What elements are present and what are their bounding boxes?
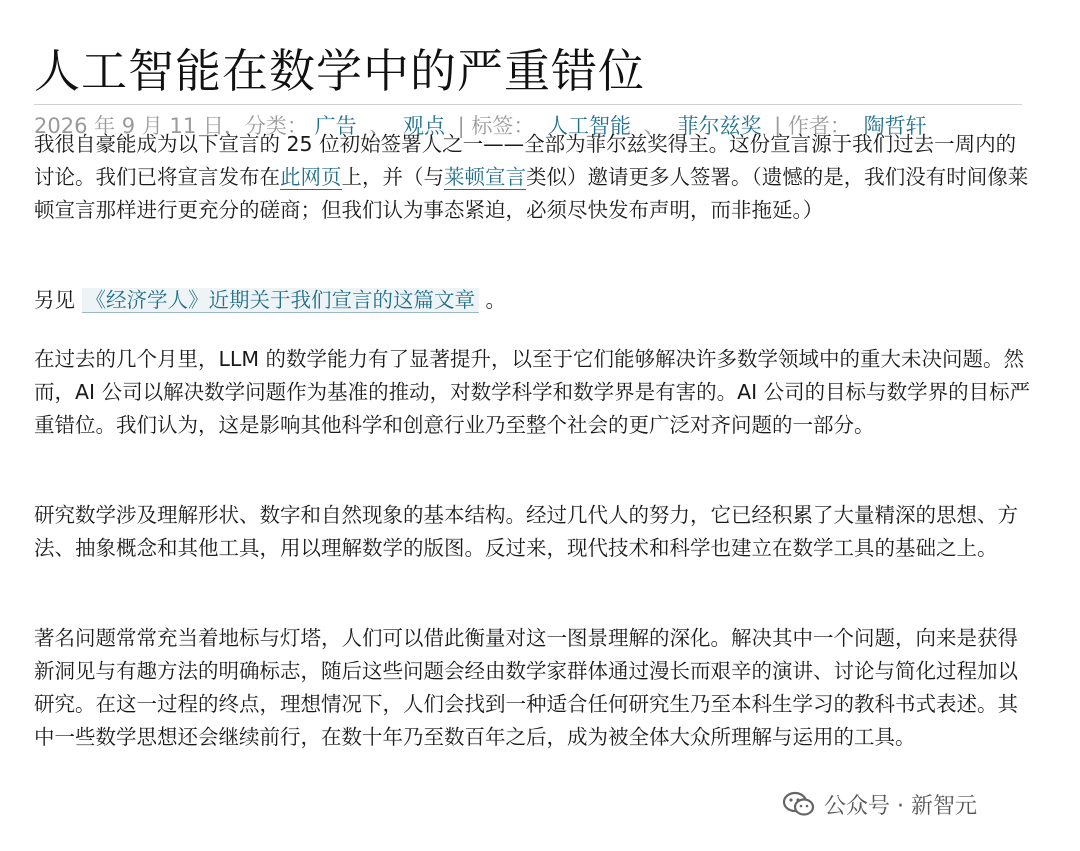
- wechat-official-account-icon: [782, 789, 816, 819]
- paragraph-1: [34, 128, 1034, 227]
- author-link[interactable]: 陶哲轩: [863, 114, 927, 138]
- category-link-ads[interactable]: 广告: [314, 114, 357, 138]
- separator: 、: [369, 114, 391, 138]
- paragraph-2-text-b: 。: [479, 288, 507, 312]
- paragraph-4: 研究数学涉及理解形状、数字和自然现象的基本结构。经过几代人的努力，它已经积累了大量精深的思想、方法、抽象概念和其他工具，用以理解数学的版图。反过来，现代技术和科学也建立在数学工具的基础之上。: [34, 503, 1018, 560]
- separator: 、: [643, 114, 665, 138]
- category-link-opinion[interactable]: 观点: [402, 114, 445, 138]
- tag-link-fields-medal[interactable]: 菲尔兹奖: [677, 114, 762, 138]
- paragraph-2-text-a: 另见: [34, 288, 82, 312]
- watermark-text: 公众号 · 新智元: [824, 793, 977, 819]
- paragraph-1-text-a: 我很自豪能成为以下宣言的 25 位初始签署人之一——全部为菲尔兹奖得主。这份宣言源于我们过去一周内的讨论。我们已将宣言发布在: [34, 132, 1017, 189]
- title-divider: [34, 104, 1022, 105]
- watermark: [782, 784, 977, 824]
- tag-link-ai[interactable]: 人工智能: [547, 114, 632, 138]
- post-date: 2026 年 9 月 11 日，分类：: [34, 114, 308, 138]
- author-label: | 作者：: [774, 114, 851, 138]
- paragraph-1-text-c: 类似）邀请更多人签署。（遗憾的是，我们没有时间像莱顿宣言那样进行更充分的磋商；但我们认为事态紧迫，必须尽快发布声明，而非拖延。）: [34, 165, 1029, 222]
- paragraph-2: [34, 284, 1034, 317]
- leiden-declaration-link[interactable]: 莱顿宣言: [444, 165, 526, 189]
- page-title: 人工智能在数学中的严重错位: [34, 44, 645, 98]
- paragraph-1-text-b: 上，并（与: [341, 165, 444, 189]
- economist-article-link[interactable]: 《经济学人》近期关于我们宣言的这篇文章: [82, 288, 480, 313]
- tags-label: | 标签：: [457, 114, 535, 138]
- paragraph-5: 著名问题常常充当着地标与灯塔，人们可以借此衡量对这一图景理解的深化。解决其中一个问题，向来是获得新洞见与有趣方法的明确标志，随后这些问题会经由数学家群体通过漫长而艰辛的演讲、讨论与简化过程加以研究。在这一过程的终点，理想情况下，人们会找到一种适合任何研究生乃至本科生学习的教科书式表述。其中一些数学思想还会继续前行，在数十年乃至数百年之后，成为被全体大众所理解与运用的工具。: [34, 626, 1018, 749]
- paragraph-3: 在过去的几个月里，LLM 的数学能力有了显著提升，以至于它们能够解决许多数学领域中的重大未决问题。然而，AI 公司以解决数学问题作为基准的推动，对数学科学和数学界是有害的。AI 公司的目标与数学界的目标严重错位。我们认为，这是影响其他科学和创意行业乃至整个社会的更广泛对齐问题的一部分。: [34, 347, 1031, 437]
- this-webpage-link[interactable]: 此网页: [280, 165, 342, 189]
